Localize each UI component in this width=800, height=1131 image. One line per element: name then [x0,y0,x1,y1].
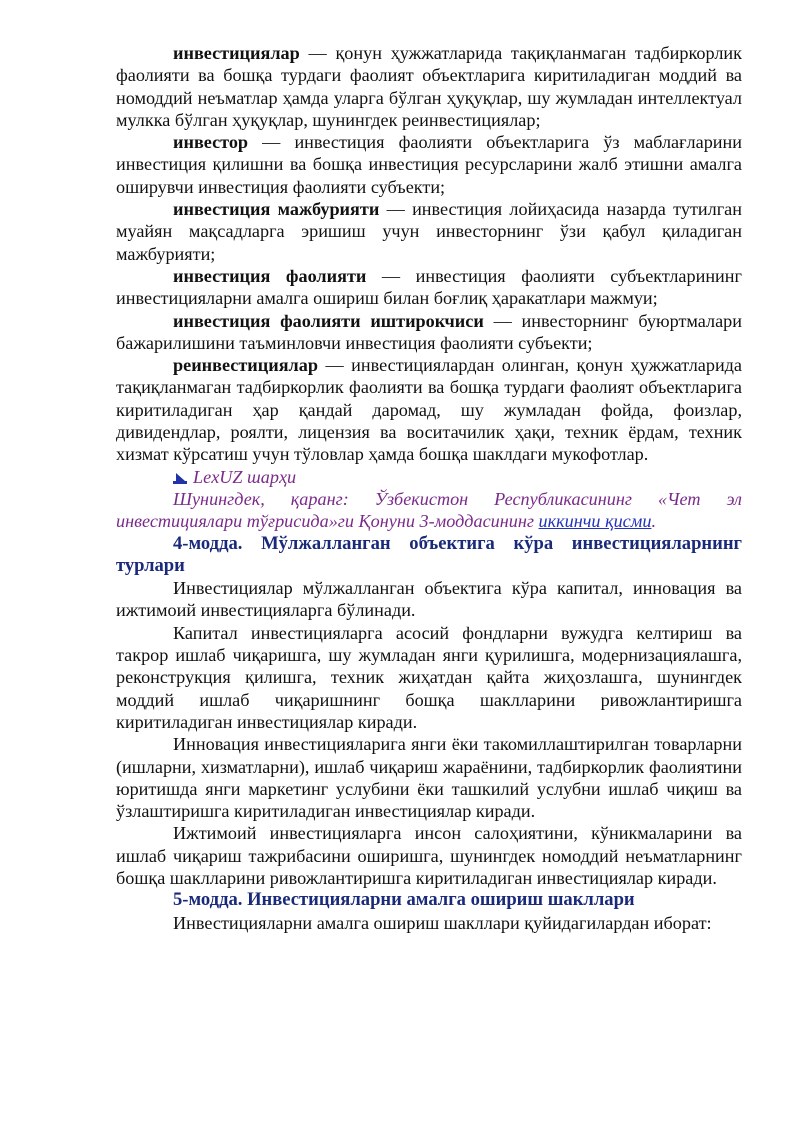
definition-paragraph [116,131,742,198]
lexuz-comment-link[interactable]: иккинчи қисми [538,511,652,532]
lexuz-comment-end: . [651,511,656,532]
article-4-paragraph: Ижтимоий инвестицияларга инсон салоҳиятини, кўникмаларини ва ишлаб чиқариш тажрибасини оширишга, шунингдек номоддий неъматларнинг бошқа шаклларини ривожлантиришга киритиладиган инвестициялар киради. [116,823,742,888]
article-4-paragraph: Инновация инвестицияларига янги ёки такомиллаштирилган товарларни (ишларни, хизматларни), ишлаб чиқариш жараёнини, тадбиркорлик фаолиятини юритишда янги маркетинг услубини ёки ташкилий услубни ишлаб чиқиш ва ўзлаштиришга киритиладиган инвестициялар киради. [116,734,742,822]
lexuz-comment-header [116,466,742,488]
definition-text: — инвестиция фаолияти субъектларининг инвестицияларни амалга ошириш билан боғлиқ ҳаракатлари мажмуи; [116,265,742,309]
definition-paragraph [116,198,742,265]
definition-text: — инвестиция фаолияти объектларига ўз маблағларини инвестиция қилишни ва бошқа инвестиция ресурсларини жалб этишни амалга оширувчи инвестиция фаолияти субъекти; [116,132,742,197]
definition-term: инвестор [173,132,249,153]
definition-term: инвестициялар [173,43,300,63]
lexuz-comment-text: Шунингдек, қаранг: Ўзбекистон Республикасининг «Чет эл инвестициялари тўғрисида»ги Қонуни 3-моддасининг [116,488,742,532]
definition-paragraph [116,42,742,131]
article-4-heading: 4-модда. Мўлжалланган объектига кўра инвестицияларнинг турлари [116,532,742,576]
definition-term: реинвестициялар [173,355,318,376]
article-5-heading: 5-модда. Инвестицияларни амалга ошириш шакллари [173,889,635,911]
definition-term: инвестиция мажбурияти [173,199,380,220]
article-5-paragraph: Инвестицияларни амалга ошириш шакллари қуйидагилардан иборат: [173,912,712,933]
definition-paragraph [116,354,742,465]
article-4-paragraph: Инвестициялар мўлжалланган объектига кўра капитал, инновация ва ижтимоий инвестицияларга бўлинади. [116,578,742,621]
lexuz-comment [116,488,742,533]
article-4-paragraph: Капитал инвестицияларга асосий фондларни вужудга келтириш ва такрор ишлаб чиқаришга, шу жумладан янги қурилишга, модернизациялашга, реконструкция қилишга, техник жиҳатдан қайта жиҳозлашга, шунингдек моддий ишлаб чиқаришнинг бошқа шаклларини ривожлантиришга киритиладиган инвестициялар киради. [116,622,742,732]
lexuz-comment-icon [173,473,187,484]
lexuz-comment-title: LexUZ шарҳи [193,466,297,487]
definition-term: инвестиция фаолияти иштирокчиси [173,310,484,331]
definition-paragraph [116,310,742,355]
definition-text: — инвесторнинг буюртмалари бажарилишини таъминловчи инвестиция фаолияти субъекти; [116,310,742,353]
definition-text: — инвестиция лойиҳасида назарда тутилган муайян мақсадларга эришиш учун инвесторнинг ўзи қабул қиладиган мажбурияти; [116,199,742,264]
definition-text: — инвестициялардан олинган, қонун ҳужжатларида тақиқланмаган тадбиркорлик фаолияти ва бошқа турдаги фаолият объектларига киритиладиган ҳар қандай даромад, шу жумладан фойда, фоизлар, дивидендлар, роялти, лицензия ва воситачилик ҳақи, техник ёрдам, техник хизмат кўрсатиш учун тўловлар ҳамда бошқа шаклдаги мукофотлар. [116,355,742,465]
definition-text: — қонун ҳужжатларида тақиқланмаган тадбиркорлик фаолияти ва бошқа турдаги фаолият объектларига киритиладиган моддий ва номоддий неъматлар ҳамда уларга бўлган ҳуқуқлар, шу жумладан интеллектуал мулкка бўлган ҳуқуқлар, шунингдек реинвестициялар; [116,43,742,130]
definition-term: инвестиция фаолияти [173,265,367,286]
definition-paragraph [116,265,742,310]
